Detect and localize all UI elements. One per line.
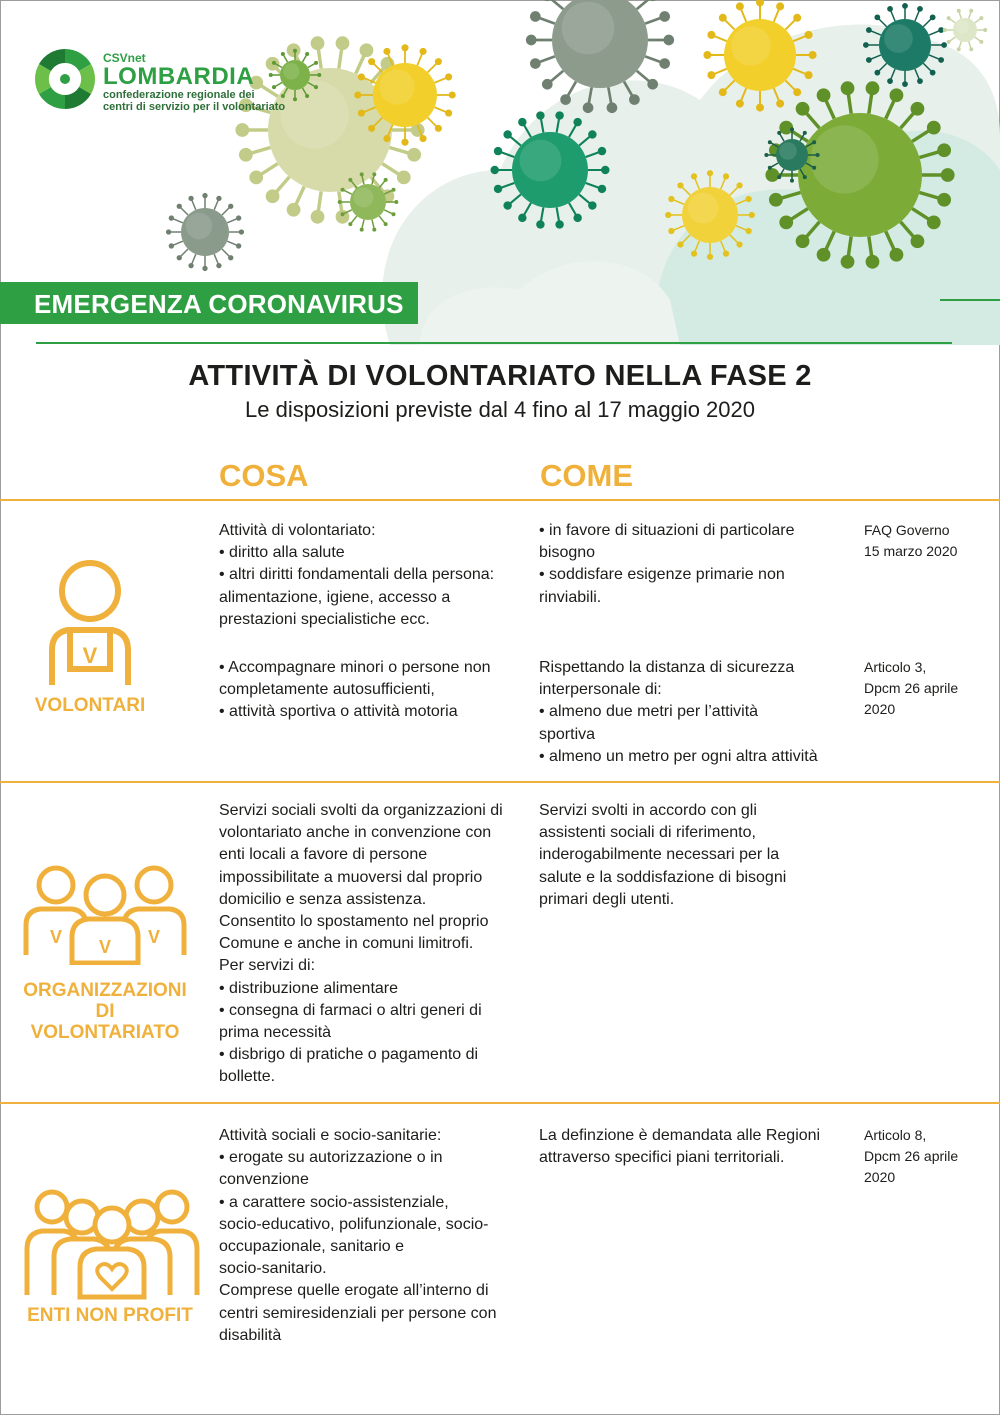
category-organizzazioni: ORGANIZZAZIONI DI VOLONTARIATO (23, 980, 187, 1043)
single-volunteer-icon (40, 555, 140, 690)
cosa-text: Attività sociali e socio-sanitarie: • erogate su autorizzazione o in convenzione • a carattere socio-assistenziale, socio-educativo, polifunzionale, socio- occupazionale, sanitario e socio-sanitario. Comprese quelle erogate all’interno di centri semiresidenziali per persone con disabilità (219, 1127, 497, 1344)
reference-text: Articolo 8, Dpcm 26 aprile 2020 (864, 1127, 959, 1185)
cosa-text: • Accompagnare minori o persone non completamente autosufficienti, • attività sportiva o attività motoria (219, 659, 491, 721)
divider (940, 299, 1000, 301)
category-enti-non-profit: ENTI NON PROFIT (27, 1305, 193, 1326)
come-text: • in favore di situazioni di particolare bisogno • soddisfare esigenze primarie non rinviabili. (539, 522, 795, 606)
logo-brand: LOMBARDIA (103, 63, 255, 90)
emergency-banner: EMERGENZA CORONAVIRUS (0, 282, 418, 324)
come-text: La definzione è demandata alle Regioni attraverso specifici piani territoriali. (539, 1127, 821, 1167)
section-divider (0, 1102, 1000, 1104)
column-header-come: COME (540, 458, 633, 493)
come-text: Servizi svolti in accordo con gli assistenti sociali di riferimento, inderogabilmente necessari per la salute e la soddisfazione di bisogni primari degli utenti. (539, 802, 787, 908)
header-divider (36, 342, 952, 344)
logo-tagline: confederazione regionale dei centri di servizio per il volontariato (103, 89, 286, 113)
svg-text:V: V (147, 927, 161, 947)
page-subtitle: Le disposizioni previste dal 4 fino al 17 maggio 2020 (245, 397, 755, 422)
header-illustration (0, 0, 1000, 345)
nonprofit-heart-icon (22, 1185, 202, 1305)
section-divider (0, 499, 1000, 501)
svg-text:V: V (49, 927, 63, 947)
section-divider (0, 781, 1000, 783)
logo-brand-small: CSVnet (103, 51, 146, 65)
cosa-text: Servizi sociali svolti da organizzazioni di volontariato anche in convenzione con enti locali a favore di persone impossibilitate a muoversi dal proprio domicilio e senza assistenza. Consentito lo spostamento nel proprio Comune e anche in comuni limitrofi. Per servizi di: • distribuzione alimentare • consegna di farmaci o altri generi di prima necessità • disbrigo di pratiche o pagamento di bollette. (219, 802, 503, 1086)
come-text: Rispettando la distanza di sicurezza interpersonale di: • almeno due metri per l’attività sportiva • almeno un metro per ogni altra attività (539, 659, 818, 765)
svg-text:V: V (98, 937, 112, 957)
logo-text (103, 52, 303, 113)
reference-text: FAQ Governo 15 marzo 2020 (864, 522, 958, 559)
cosa-text: Attività di volontariato: • diritto alla salute • altri diritti fondamentali della persona: alimentazione, igiene, accesso a prestazioni specialistiche ecc. (219, 522, 495, 628)
category-volontari: VOLONTARI (34, 695, 146, 716)
column-header-cosa: COSA (219, 458, 309, 493)
page-title: ATTIVITÀ DI VOLONTARIATO NELLA FASE 2 (188, 360, 812, 392)
volunteer-group-icon (20, 855, 190, 970)
volunteer-badge: V (82, 643, 98, 668)
reference-text: Articolo 3, Dpcm 26 aprile 2020 (864, 659, 959, 717)
